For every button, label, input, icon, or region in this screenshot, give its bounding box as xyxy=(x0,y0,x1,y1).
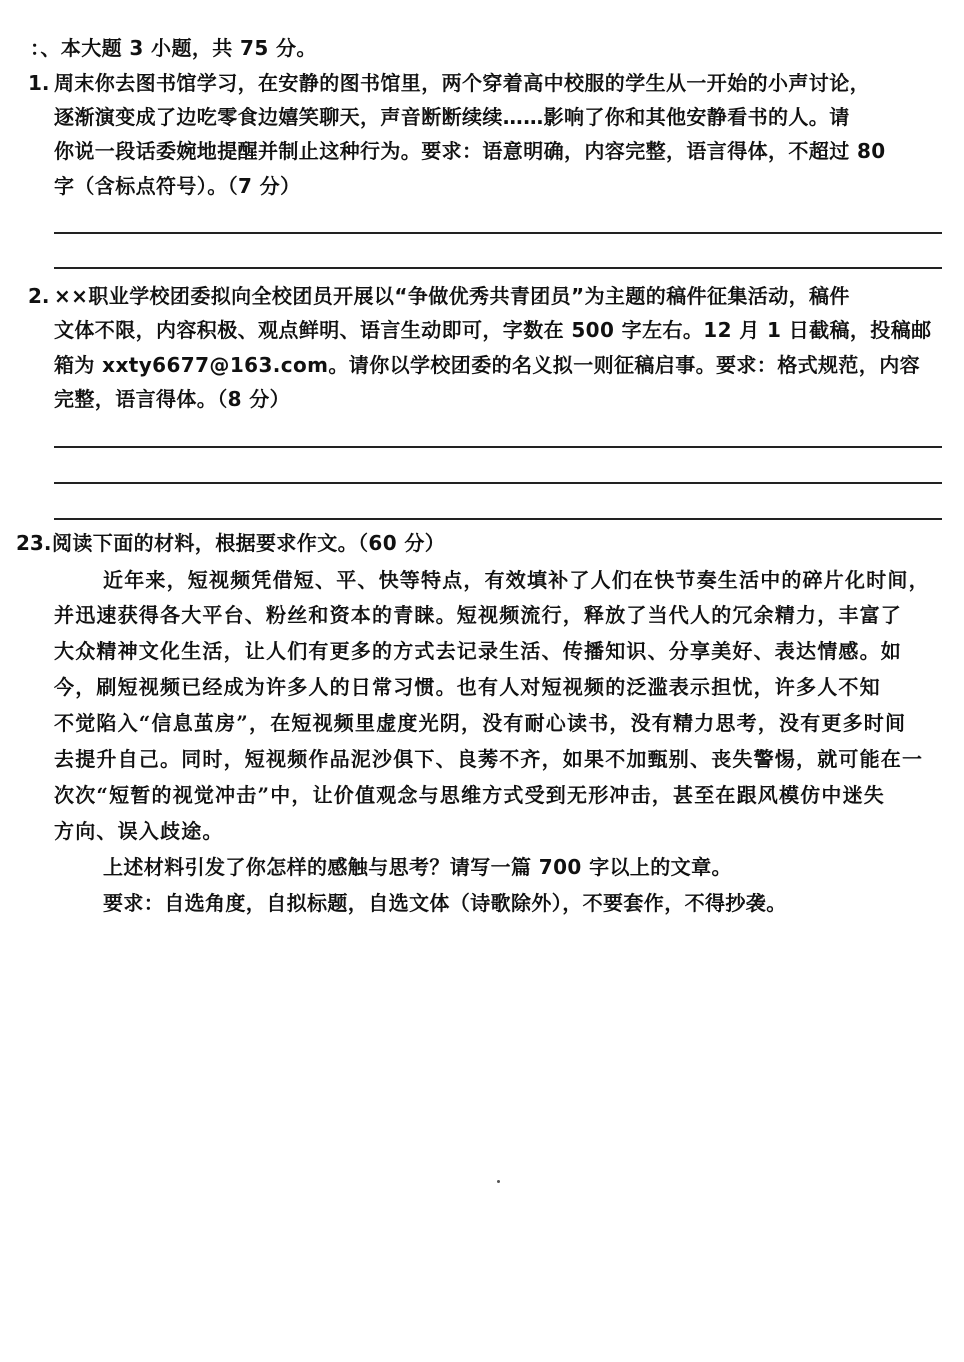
question-2-number: 2. xyxy=(28,284,50,308)
section-header: ：、本大题 3 小题，共 75 分。 xyxy=(30,36,317,60)
answer-line-q2-2[interactable] xyxy=(54,482,942,484)
answer-line-q2-3[interactable] xyxy=(54,518,942,520)
answer-line-q1-2[interactable] xyxy=(54,267,942,269)
answer-line-q2-1[interactable] xyxy=(54,446,942,448)
question-2-line-1: ××职业学校团委拟向全校团员开展以“争做优秀共青团员”为主题的稿件征集活动，稿件 xyxy=(54,284,850,308)
essay-prompt: 上述材料引发了你怎样的感触与思考？请写一篇 700 字以上的文章。 xyxy=(103,855,732,879)
material-line-8: 方向、误入歧途。 xyxy=(54,819,224,843)
material-line-1: 近年来，短视频凭借短、平、快等特点，有效填补了人们在快节奏生活中的碎片化时间， xyxy=(103,568,930,592)
essay-requirement: 要求：自选角度，自拟标题，自选文体（诗歌除外），不要套作，不得抄袭。 xyxy=(103,891,787,915)
question-2-line-3: 箱为 xxty6677@163.com。请你以学校团委的名义拟一则征稿启事。要求：格式规范，内容 xyxy=(54,353,921,377)
question-23-title: 阅读下面的材料，根据要求作文。（60 分） xyxy=(52,531,446,555)
material-line-3: 大众精神文化生活，让人们有更多的方式去记录生活、传播知识、分享美好、表达情感。如 xyxy=(54,639,902,663)
material-line-4: 今，刷短视频已经成为许多人的日常习惯。也有人对短视频的泛滥表示担忧，许多人不知 xyxy=(54,675,881,699)
question-1-line-1: 周末你去图书馆学习，在安静的图书馆里，两个穿着高中校服的学生从一开始的小声讨论， xyxy=(54,71,870,95)
question-1-line-4: 字（含标点符号）。（7 分） xyxy=(54,174,301,198)
answer-line-q1-1[interactable] xyxy=(54,232,942,234)
material-line-6: 去提升自己。同时，短视频作品泥沙俱下、良莠不齐，如果不加甄别、丧失警惕，就可能在一 xyxy=(54,747,924,771)
question-1-line-3: 你说一段话委婉地提醒并制止这种行为。要求：语意明确，内容完整，语言得体，不超过 80 xyxy=(54,139,886,163)
question-1-line-2: 逐渐演变成了边吃零食边嬉笑聊天，声音断断续续……影响了你和其他安静看书的人。请 xyxy=(54,105,850,129)
question-2-line-2: 文体不限，内容积极、观点鲜明、语言生动即可，字数在 500 字左右。12 月 1 日截稿，投稿邮 xyxy=(54,318,932,342)
material-line-5: 不觉陷入“信息茧房”，在短视频里虚度光阴，没有耐心读书，没有精力思考，没有更多时间 xyxy=(54,711,907,735)
question-1-number: 1. xyxy=(28,71,50,95)
question-23-number: 23. xyxy=(16,531,52,555)
question-2-line-4: 完整，语言得体。（8 分） xyxy=(54,387,291,411)
material-line-7: 次次“短暂的视觉冲击”中，让价值观念与思维方式受到无形冲击，甚至在跟风模仿中迷失 xyxy=(54,783,886,807)
material-line-2: 并迅速获得各大平台、粉丝和资本的青睐。短视频流行，释放了当代人的冗余精力，丰富了 xyxy=(54,603,902,627)
speck-mark xyxy=(497,1180,500,1183)
